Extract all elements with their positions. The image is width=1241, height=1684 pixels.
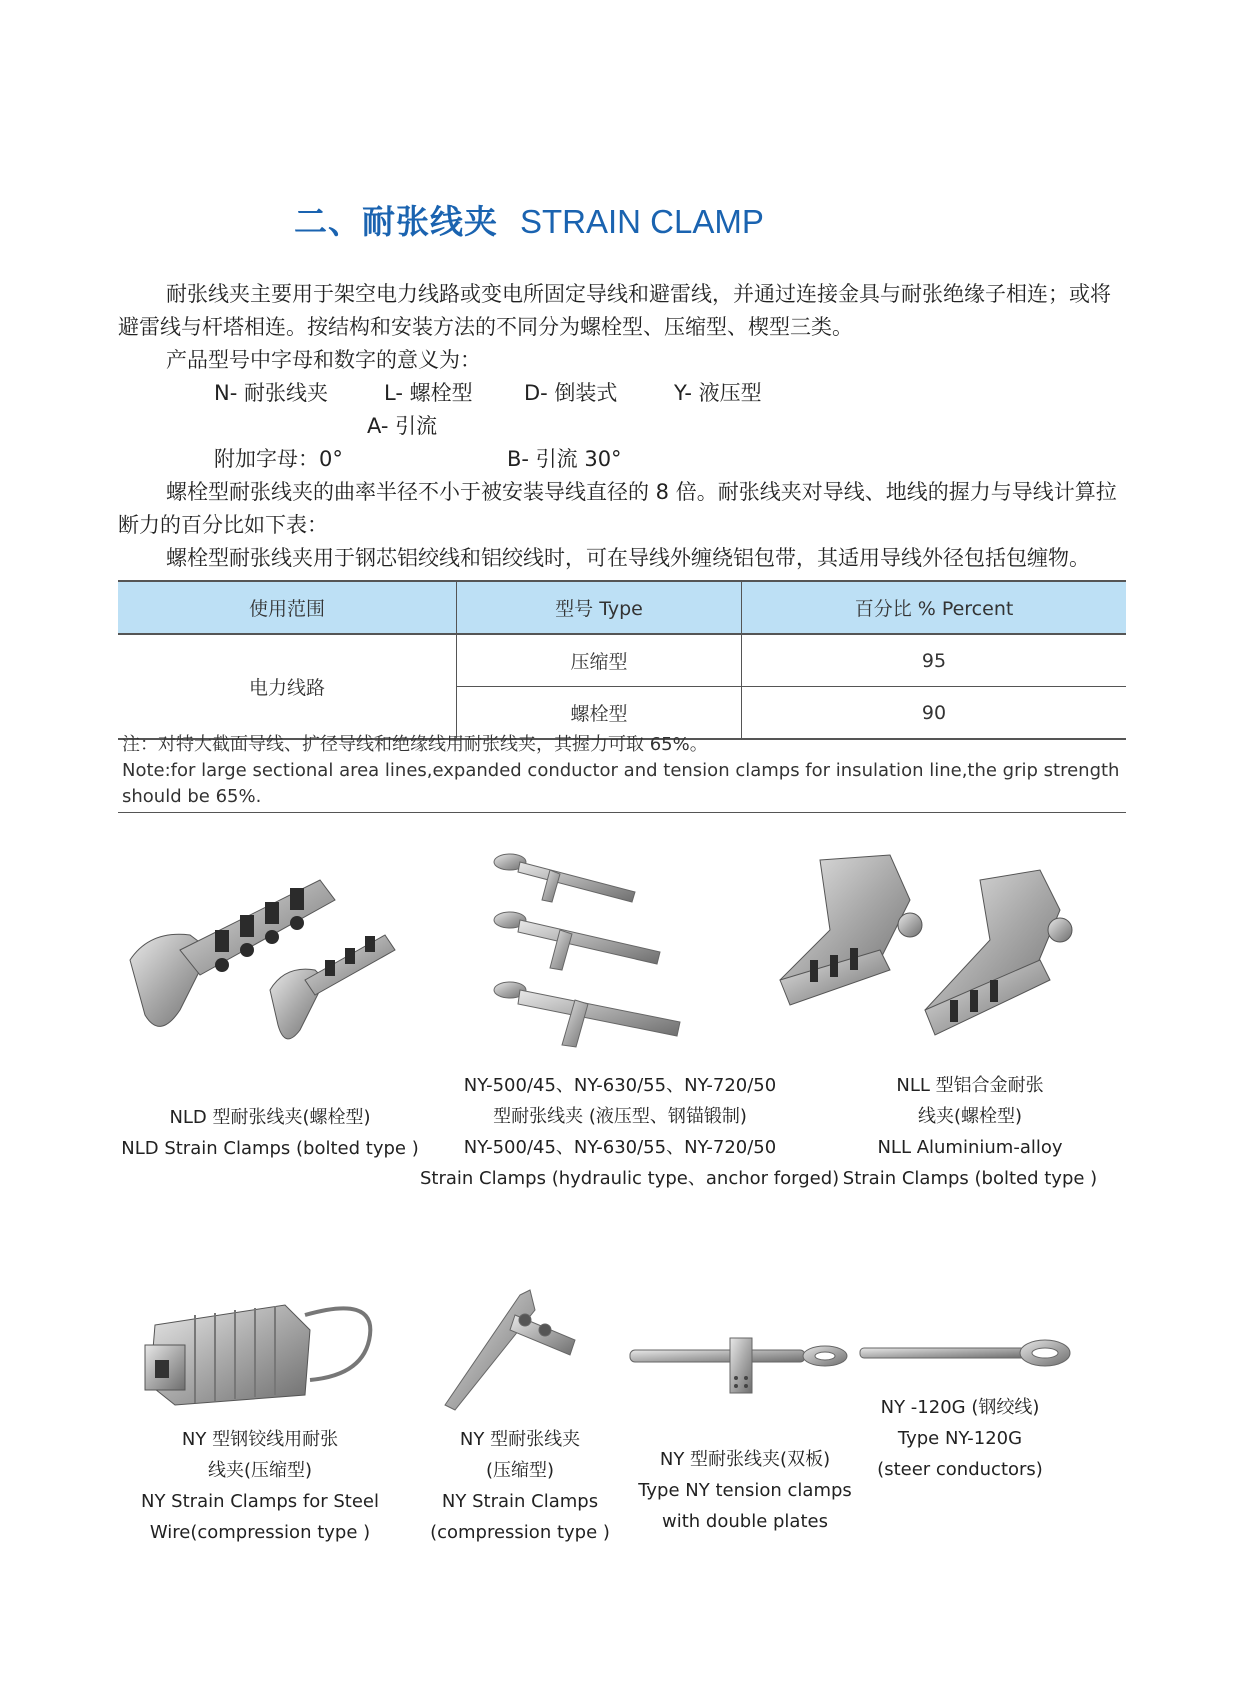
header-percent: 百分比 % Percent <box>742 581 1127 634</box>
ny-double-plate-clamp-image <box>625 1330 855 1410</box>
caption-line: with double plates <box>662 1511 828 1532</box>
ny-compression-clamp-image <box>435 1285 595 1415</box>
caption-line: NY-500/45、NY-630/55、NY-720/50 <box>463 1075 777 1096</box>
percent-cell: 90 <box>742 687 1127 740</box>
extra-label: 附加字母： <box>214 447 319 471</box>
grip-strength-table <box>118 580 1126 740</box>
type-cell: 螺栓型 <box>457 687 742 740</box>
note-cn: 注：对特大截面导线、扩径导线和绝缘线用耐张线夹，其握力可取 65%。 <box>122 734 708 755</box>
caption-ny-compression <box>420 1424 620 1548</box>
extra-letters <box>118 410 1126 476</box>
title-cn: 二、耐张线夹 <box>294 202 498 241</box>
caption-line: NY 型钢铰线用耐张 <box>181 1429 339 1450</box>
caption-line: NLL 型铝合金耐张 <box>896 1075 1044 1096</box>
caption-line: Strain Clamps (hydraulic type、anchor forged) <box>420 1168 840 1189</box>
intro-text <box>118 278 1126 575</box>
code-y: Y- 液压型 <box>674 381 762 405</box>
ny-hydraulic-clamp-image <box>480 840 710 1060</box>
percent-cell: 95 <box>742 634 1127 687</box>
table-header-row <box>118 581 1126 634</box>
caption-line: Wire(compression type ) <box>149 1522 371 1543</box>
ny-120g-clamp-image <box>855 1330 1075 1380</box>
header-scope: 使用范围 <box>118 581 457 634</box>
caption-line: 线夹(螺栓型) <box>917 1106 1023 1127</box>
intro-paragraph-3: 螺栓型耐张线夹的曲率半径不小于被安装导线直径的 8 倍。耐张线夹对导线、地线的握力与导线计算拉断力的百分比如下表： <box>118 480 1117 537</box>
caption-line: (steer conductors) <box>877 1459 1043 1480</box>
caption-line: 线夹(压缩型) <box>207 1460 313 1481</box>
table-row <box>118 634 1126 687</box>
caption-line: Type NY tension clamps <box>638 1480 852 1501</box>
code-n: N- 耐张线夹 <box>214 381 328 405</box>
caption-line: (compression type ) <box>430 1522 610 1543</box>
caption-line: NY -120G (钢绞线) <box>880 1397 1040 1418</box>
caption-nld <box>120 1102 420 1164</box>
intro-paragraph-2: 产品型号中字母和数字的意义为： <box>166 348 481 372</box>
caption-line: NLD Strain Clamps (bolted type ) <box>121 1138 419 1159</box>
caption-line: NY 型耐张线夹(双板) <box>659 1449 831 1470</box>
type-cell: 压缩型 <box>457 634 742 687</box>
page-title <box>294 196 764 243</box>
extra-b: B- 引流 30° <box>507 447 622 471</box>
nld-clamp-image <box>120 840 420 1060</box>
caption-ny-double-plate <box>630 1444 860 1537</box>
code-d: D- 倒装式 <box>524 381 618 405</box>
caption-line: NLD 型耐张线夹(螺栓型) <box>169 1107 371 1128</box>
caption-line: (压缩型) <box>485 1460 555 1481</box>
ny-steel-clamp-image <box>135 1285 385 1415</box>
caption-line: NY Strain Clamps for Steel <box>141 1491 379 1512</box>
caption-ny-120g <box>860 1392 1060 1485</box>
header-type: 型号 Type <box>457 581 742 634</box>
code-l: L- 螺栓型 <box>384 381 473 405</box>
table-note <box>118 732 1126 813</box>
caption-line: NLL Aluminium-alloy <box>877 1137 1063 1158</box>
note-en: Note:for large sectional area lines,expanded conductor and tension clamps for insulation line,the grip strength should be 65%. <box>122 760 1120 807</box>
nll-clamp-image <box>760 840 1110 1060</box>
code-meanings <box>118 377 1126 410</box>
caption-line: NY Strain Clamps <box>441 1491 599 1512</box>
caption-line: Strain Clamps (bolted type ) <box>842 1168 1098 1189</box>
caption-line: NY-500/45、NY-630/55、NY-720/50 <box>463 1137 777 1158</box>
scope-cell: 电力线路 <box>118 634 457 739</box>
caption-line: 型耐张线夹 (液压型、钢锚锻制) <box>493 1106 747 1127</box>
caption-ny-steel <box>120 1424 400 1548</box>
caption-line: Type NY-120G <box>897 1428 1023 1449</box>
caption-ny-hydraulic <box>420 1070 840 1194</box>
title-en: STRAIN CLAMP <box>520 203 764 240</box>
intro-paragraph-4: 螺栓型耐张线夹用于钢芯铝绞线和铝绞线时，可在导线外缠绕铝包带，其适用导线外径包括包缠物。 <box>166 546 1090 570</box>
intro-paragraph-1: 耐张线夹主要用于架空电力线路或变电所固定导线和避雷线，并通过连接金具与耐张绝缘子相连；或将避雷线与杆塔相连。按结构和安装方法的不同分为螺栓型、压缩型、楔型三类。 <box>118 282 1111 339</box>
caption-line: NY 型耐张线夹 <box>459 1429 581 1450</box>
caption-nll <box>830 1070 1110 1194</box>
extra-a: A- 引流 0° <box>319 414 438 471</box>
